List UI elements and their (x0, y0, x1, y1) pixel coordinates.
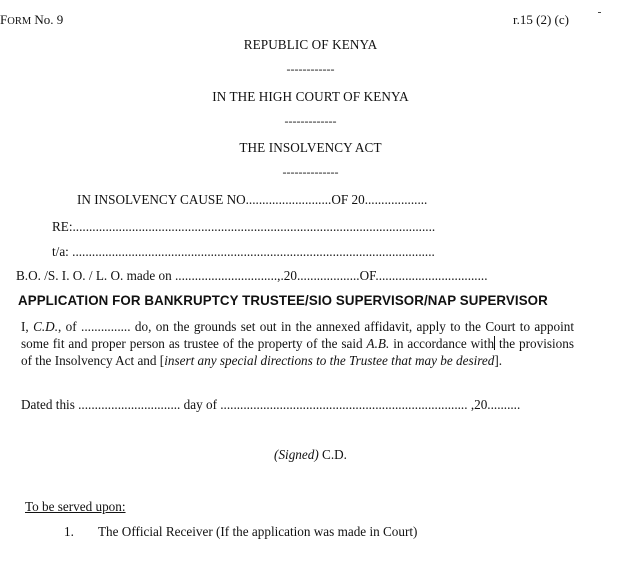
republic-heading: REPUBLIC OF KENYA (243, 37, 378, 52)
application-title: APPLICATION FOR BANKRUPTCY TRUSTEE/SIO SUPERVISOR/NAP SUPERVISOR (18, 293, 548, 308)
form-number-value: No. 9 (31, 12, 64, 27)
service-item-text: The Official Receiver (If the application was made in Court) (98, 524, 418, 539)
form-prefix: F (0, 12, 8, 27)
separator-1: ------------ (286, 62, 335, 76)
dated-field: Dated this ............................... day of ........................................................................... ,20.......... (21, 397, 521, 412)
signed-label: (Signed) (274, 447, 319, 462)
para-i: I, (21, 319, 34, 334)
para-debtor: A.B. (366, 336, 390, 351)
rule-reference: r.15 (2) (c) (513, 12, 569, 27)
corner-mark (598, 12, 601, 13)
court-heading: IN THE HIGH COURT OF KENYA (212, 89, 409, 104)
para-part-4: ]. (494, 353, 503, 368)
form-small-caps: ORM (7, 16, 32, 27)
service-item-number: 1. (64, 524, 74, 539)
para-part-3: the provisions of the Insolvency Act and [ (21, 336, 574, 368)
insolvency-cause-field: IN INSOLVENCY CAUSE NO..........................OF 20................... (77, 192, 428, 207)
separator-3: -------------- (282, 165, 339, 179)
signatory-name: C.D. (318, 447, 347, 462)
application-paragraph (21, 318, 574, 369)
para-part-1: , of ............... do, on the grounds set out in the annexed affidavit, apply to the Court to appoint some fit and proper person as trustee of the property of the said (21, 319, 574, 351)
act-heading: THE INSOLVENCY ACT (239, 140, 382, 155)
para-instruction: insert any special directions to the Trustee that may be desired (164, 353, 495, 368)
para-applicant: C.D. (33, 319, 58, 334)
served-upon-heading: To be served upon: (25, 499, 126, 514)
form-number (0, 12, 63, 28)
separator-2: ------------- (284, 114, 337, 128)
order-made-field: B.O. /S. I. O. / L. O. made on ...............................,.20...................OF.................................. (16, 268, 488, 283)
trading-as-field: t/a: .............................................................................................................. (52, 244, 435, 259)
para-part-2: in accordance with (389, 336, 495, 351)
re-field: RE:.............................................................................................................. (52, 219, 436, 234)
signature-line (0, 447, 621, 463)
